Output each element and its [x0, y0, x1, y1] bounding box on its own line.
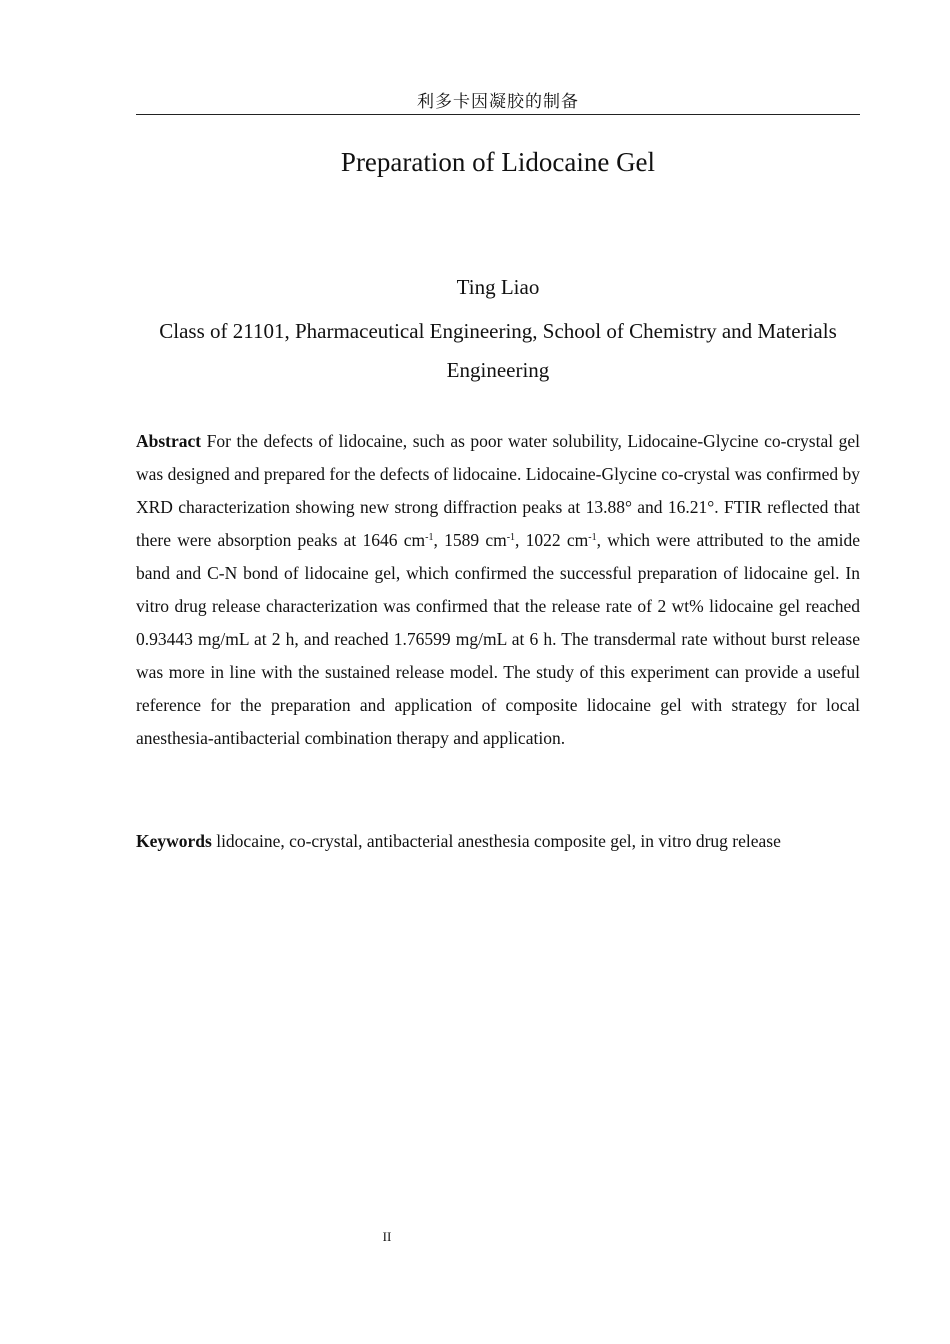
- author-name: Ting Liao: [456, 275, 540, 299]
- abstract-paragraph: [136, 425, 860, 755]
- running-header: 利多卡因凝胶的制备: [136, 90, 860, 115]
- author-affiliation: Class of 21101, Pharmaceutical Engineering, School of Chemistry and Materials Engineering: [159, 319, 837, 382]
- abstract-text-2: , 1589 cm: [433, 530, 507, 550]
- abstract-sup-2: -1: [506, 532, 516, 543]
- abstract-sup-3: -1: [588, 532, 597, 543]
- keywords-paragraph: [136, 825, 860, 858]
- keywords-text: lidocaine, co-crystal, antibacterial anesthesia composite gel, in vitro drug release: [216, 831, 781, 851]
- keywords-label: Keywords: [136, 831, 212, 851]
- abstract-text-1: For the defects of lidocaine, such as poor water solubility, Lidocaine-Glycine co-crystal gel was designed and prepared for the defects of lidocaine. Lidocaine-Glycine co-crystal was confirmed by XRD characterization showing new strong diffraction peaks at 13.88° and 16.21°. FTIR reflected that there were absorption peaks at 1646 cm: [136, 431, 861, 550]
- page-number: II: [382, 1229, 392, 1244]
- abstract-label: Abstract: [136, 431, 202, 451]
- abstract-sup-1: -1: [425, 532, 434, 543]
- abstract-text-4: , which were attributed to the amide band and C-N bond of lidocaine gel, which confirmed the successful preparation of lidocaine gel. In vitro drug release characterization was confirmed that the release rate of 2 wt% lidocaine gel reached 0.93443 mg/mL at 2 h, and reached 1.76599 mg/mL at 6 h. The transdermal rate without burst release was more in line with the sustained release model. The study of this experiment can provide a useful reference for the preparation and application of composite lidocaine gel with strategy for local anesthesia-antibacterial combination therapy and application.: [136, 530, 860, 748]
- paper-title: Preparation of Lidocaine Gel: [340, 147, 656, 177]
- abstract-text-3: , 1022 cm: [515, 530, 589, 550]
